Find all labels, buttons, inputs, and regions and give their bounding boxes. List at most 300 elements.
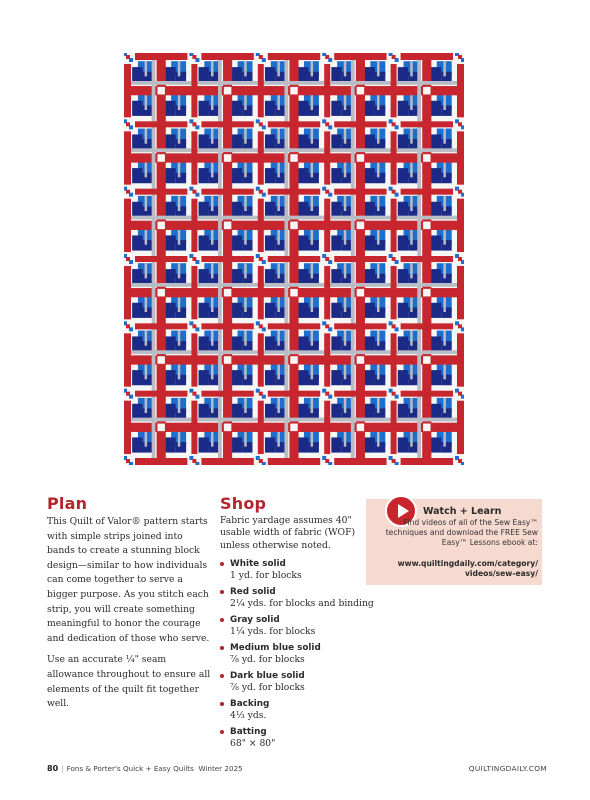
quilt-patch (232, 134, 242, 149)
quilt-patch (178, 61, 180, 76)
quilt-patch (398, 370, 408, 385)
quilt-patch (209, 240, 219, 251)
quilt-patch (244, 432, 246, 447)
quilt-cornerstone (423, 289, 430, 297)
quilt-intersection (259, 55, 263, 59)
quilt-intersection (192, 190, 196, 194)
quilt-strip (394, 418, 460, 422)
quilt-patch (178, 230, 180, 245)
quilt-patch (365, 202, 375, 217)
quilt-patch (211, 263, 213, 278)
quilt-patch (398, 168, 408, 183)
quilt-patch (199, 168, 209, 183)
quilt-patch (145, 230, 147, 245)
quilt-intersection (126, 190, 130, 194)
quilt-patch (408, 442, 418, 453)
quilt-intersection (259, 459, 263, 463)
item-name: Gray solid (230, 614, 280, 625)
quilt-patch (178, 432, 180, 447)
quilt-patch (176, 72, 186, 83)
quilt-patch (298, 269, 308, 284)
quilt-patch (298, 303, 308, 318)
quilt-patch (441, 206, 451, 217)
quilt-patch (443, 196, 445, 211)
quilt-patch (199, 134, 209, 149)
quilt-sashing (128, 189, 460, 195)
quilt-patch (132, 303, 142, 318)
quilt-patch (331, 168, 341, 183)
quilt-patch (265, 404, 275, 419)
quilt-strip (218, 326, 222, 393)
item-name: Medium blue solid (230, 642, 321, 653)
quilt-cornerstone (157, 356, 164, 364)
quilt-patch (408, 341, 418, 352)
quilt-patch (176, 139, 186, 150)
quilt-patch (410, 432, 412, 447)
quilt-patch (311, 364, 313, 379)
quilt-patch (298, 437, 308, 452)
quilt-sashing (128, 391, 460, 397)
quilt-patch (377, 432, 379, 447)
quilt-patch (176, 173, 186, 184)
quilt-cornerstone (157, 424, 164, 432)
quilt-patch (277, 230, 279, 245)
quilt-patch (244, 364, 246, 379)
quilt-patch (178, 129, 180, 144)
quilt-patch (410, 331, 412, 346)
quilt-patch (277, 432, 279, 447)
issue-date: Winter 2025 (198, 764, 243, 773)
quilt-intersection (325, 257, 329, 261)
quilt-patch (375, 442, 385, 453)
quilt-patch (309, 105, 319, 116)
quilt-patch (199, 67, 209, 82)
quilt-patch (143, 442, 153, 453)
quilt-strip (194, 148, 260, 152)
quilt-patch (199, 336, 209, 351)
quilt-cornerstone (290, 356, 297, 364)
quilt-patch (309, 375, 319, 386)
quilt-patch (244, 61, 246, 76)
quilt-patch (441, 173, 451, 184)
item-amount: 1 yd. for blocks (230, 570, 302, 582)
quilt-patch (441, 240, 451, 251)
quilt-strip (128, 418, 194, 422)
quilt-strip (218, 192, 222, 259)
quilt-patch (145, 162, 147, 177)
quilt-patch (178, 196, 180, 211)
quilt-strip (417, 192, 421, 259)
quilt-patch (199, 437, 209, 452)
quilt-strip (327, 283, 393, 287)
quilt-strip (261, 283, 327, 287)
magazine-name: Fons & Porter's Quick + Easy Quilts (66, 764, 194, 773)
quilt-patch (377, 230, 379, 245)
quilt-patch (178, 331, 180, 346)
item-amount: 1¼ yds. for blocks (230, 626, 316, 638)
quilt-patch (244, 95, 246, 110)
quilt-patch (398, 235, 408, 250)
quilt-patch (209, 105, 219, 116)
quilt-patch (309, 72, 319, 83)
quilt-patch (398, 404, 408, 419)
quilt-strip (327, 350, 393, 354)
quilt-patch (311, 230, 313, 245)
quilt-patch (431, 168, 441, 183)
quilt-patch (408, 375, 418, 386)
quilt-patch (232, 336, 242, 351)
quilt-image (124, 53, 464, 465)
quilt-patch (199, 370, 209, 385)
quilt-strip (152, 394, 156, 461)
quilt-patch (342, 173, 352, 184)
quilt-strip (351, 394, 355, 461)
quilt-patch (342, 274, 352, 285)
quilt-patch (408, 408, 418, 419)
quilt-patch (242, 72, 252, 83)
quilt-patch (375, 72, 385, 83)
quilt-patch (441, 72, 451, 83)
quilt-patch (176, 105, 186, 116)
quilt-patch (209, 408, 219, 419)
quilt-patch (410, 162, 412, 177)
quilt-patch (211, 230, 213, 245)
quilt-patch (298, 235, 308, 250)
quilt-patch (209, 72, 219, 83)
quilt-cornerstone (157, 289, 164, 297)
quilt-patch (265, 336, 275, 351)
quilt-patch (441, 442, 451, 453)
quilt-patch (277, 364, 279, 379)
quilt-patch (331, 437, 341, 452)
quilt-patch (244, 129, 246, 144)
quilt-patch (410, 398, 412, 413)
quilt-patch (232, 269, 242, 284)
quilt-strip (261, 350, 327, 354)
quilt-patch (344, 297, 346, 312)
quilt-intersection (392, 392, 396, 396)
quilt-patch (176, 375, 186, 386)
quilt-patch (275, 442, 285, 453)
quilt-patch (244, 398, 246, 413)
quilt-sashing (128, 256, 460, 262)
quilt-patch (165, 269, 175, 284)
quilt-patch (331, 370, 341, 385)
shop-intro: Fabric yardage assumes 40" usable width of fabric (WOF) unless otherwise noted. (220, 515, 356, 551)
plan-paragraph-1: This Quilt of Valor® pattern starts with simple strips joined into bands to create a stunning block design—similar to how individuals can come together to serve a bigger purpose. As you stitch each strip, you will create something meaningful to honor the courage and dedication of those who serve. (47, 516, 210, 644)
site-link[interactable]: QUILTINGDAILY.COM (468, 764, 547, 773)
quilt-patch (242, 105, 252, 116)
quilt-patch (410, 196, 412, 211)
quilt-intersection (392, 55, 396, 59)
quilt-patch (408, 206, 418, 217)
item-amount: ⅞ yd. for blocks (230, 654, 305, 666)
quilt-cornerstone (423, 154, 430, 162)
quilt-patch (398, 67, 408, 82)
quilt-patch (211, 364, 213, 379)
quilt-patch (178, 398, 180, 413)
quilt-patch (344, 95, 346, 110)
quilt-sashing (128, 458, 460, 464)
shop-section (220, 494, 380, 754)
quilt-patch (143, 206, 153, 217)
quilt-patch (242, 375, 252, 386)
quilt-intersection (392, 459, 396, 463)
quilt-patch (199, 202, 209, 217)
quilt-cornerstone (290, 222, 297, 230)
quilt-strip (327, 81, 393, 85)
quilt-patch (132, 202, 142, 217)
quilt-patch (132, 437, 142, 452)
quilt-patch (275, 105, 285, 116)
quilt-patch (232, 235, 242, 250)
quilt-strip (194, 350, 260, 354)
quilt-patch (242, 173, 252, 184)
quilt-patch (244, 331, 246, 346)
quilt-patch (398, 437, 408, 452)
quilt-patch (143, 375, 153, 386)
quilt-patch (408, 139, 418, 150)
quilt-cornerstone (224, 424, 231, 432)
quilt-strip (152, 124, 156, 191)
quilt-patch (441, 105, 451, 116)
quilt-cornerstone (423, 424, 430, 432)
quilt-strip (351, 192, 355, 259)
quilt-cornerstone (357, 154, 364, 162)
shop-heading: Shop (220, 494, 267, 513)
quilt-sashing (128, 323, 460, 329)
quilt-intersection (458, 55, 462, 59)
quilt-patch (377, 331, 379, 346)
quilt-patch (342, 139, 352, 150)
quilt-patch (275, 341, 285, 352)
quilt-strip (284, 192, 288, 259)
quilt-patch (443, 297, 445, 312)
quilt-patch (431, 437, 441, 452)
quilt-patch (232, 437, 242, 452)
quilt-patch (143, 341, 153, 352)
quilt-intersection (126, 122, 130, 126)
quilt-patch (431, 134, 441, 149)
quilt-patch (199, 101, 209, 116)
quilt-patch (377, 398, 379, 413)
watch-title: Watch + Learn (423, 506, 502, 517)
quilt-patch (342, 307, 352, 318)
list-item (220, 670, 380, 695)
quilt-patch (176, 206, 186, 217)
quilt-patch (242, 240, 252, 251)
quilt-patch (242, 442, 252, 453)
quilt-patch (410, 263, 412, 278)
quilt-patch (143, 408, 153, 419)
quilt-patch (344, 129, 346, 144)
quilt-strip (218, 394, 222, 461)
quilt-patch (211, 196, 213, 211)
quilt-patch (211, 398, 213, 413)
quilt-patch (309, 341, 319, 352)
quilt-strip (194, 283, 260, 287)
quilt-patch (311, 61, 313, 76)
quilt-patch (365, 303, 375, 318)
quilt-patch (331, 235, 341, 250)
list-item (220, 642, 380, 667)
quilt-patch (176, 240, 186, 251)
quilt-patch (398, 202, 408, 217)
quilt-patch (209, 341, 219, 352)
quilt-cornerstone (423, 87, 430, 95)
quilt-patch (365, 404, 375, 419)
quilt-sashing (128, 54, 460, 60)
quilt-patch (143, 72, 153, 83)
quilt-patch (242, 307, 252, 318)
quilt-patch (165, 202, 175, 217)
quilt-patch (377, 297, 379, 312)
quilt-cornerstone (290, 87, 297, 95)
quilt-strip (128, 216, 194, 220)
quilt-patch (242, 408, 252, 419)
quilt-strip (394, 283, 460, 287)
quilt-patch (165, 437, 175, 452)
quilt-patch (441, 307, 451, 318)
quilt-patch (377, 263, 379, 278)
quilt-patch (441, 408, 451, 419)
quilt-patch (298, 202, 308, 217)
quilt-patch (165, 134, 175, 149)
quilt-patch (365, 336, 375, 351)
quilt-patch (242, 341, 252, 352)
quilt-patch (275, 375, 285, 386)
quilt-patch (132, 269, 142, 284)
quilt-patch (298, 404, 308, 419)
item-name: Backing (230, 698, 270, 709)
watch-url-link[interactable]: www.quiltingdaily.com/category/ videos/sew-easy/ (397, 559, 538, 579)
quilt-patch (375, 341, 385, 352)
quilt-strip (394, 148, 460, 152)
quilt-patch (209, 307, 219, 318)
quilt-patch (211, 432, 213, 447)
quilt-cornerstone (224, 289, 231, 297)
quilt-patch (275, 206, 285, 217)
quilt-strip (327, 418, 393, 422)
quilt-patch (342, 206, 352, 217)
quilt-strip (351, 57, 355, 124)
quilt-patch (132, 168, 142, 183)
quilt-patch (165, 303, 175, 318)
quilt-intersection (392, 190, 396, 194)
quilt-patch (165, 67, 175, 82)
quilt-patch (143, 173, 153, 184)
quilt-patch (211, 61, 213, 76)
quilt-patch (277, 263, 279, 278)
quilt-patch (265, 437, 275, 452)
quilt-patch (410, 297, 412, 312)
quilt-cornerstone (423, 222, 430, 230)
quilt-patch (232, 101, 242, 116)
quilt-strip (417, 326, 421, 393)
quilt-patch (265, 134, 275, 149)
quilt-patch (443, 162, 445, 177)
quilt-patch (431, 404, 441, 419)
quilt-patch (211, 162, 213, 177)
quilt-patch (277, 297, 279, 312)
quilt-patch (178, 162, 180, 177)
quilt-patch (242, 139, 252, 150)
quilt-patch (408, 240, 418, 251)
quilt-intersection (325, 190, 329, 194)
quilt-strip (284, 326, 288, 393)
quilt-patch (431, 101, 441, 116)
quilt-patch (344, 263, 346, 278)
quilt-strip (417, 394, 421, 461)
quilt-intersection (126, 257, 130, 261)
quilt-patch (311, 297, 313, 312)
quilt-photo (124, 53, 464, 465)
quilt-patch (244, 196, 246, 211)
quilt-patch (443, 364, 445, 379)
quilt-patch (410, 61, 412, 76)
quilt-patch (365, 67, 375, 82)
item-amount: 68" × 80" (230, 738, 276, 750)
quilt-patch (277, 162, 279, 177)
quilt-patch (377, 364, 379, 379)
quilt-patch (311, 263, 313, 278)
quilt-strip (128, 283, 194, 287)
quilt-patch (275, 173, 285, 184)
quilt-patch (143, 274, 153, 285)
quilt-cornerstone (224, 87, 231, 95)
quilt-intersection (192, 392, 196, 396)
quilt-patch (408, 72, 418, 83)
quilt-patch (277, 196, 279, 211)
quilt-cornerstone (290, 424, 297, 432)
quilt-patch (165, 336, 175, 351)
quilt-patch (431, 67, 441, 82)
quilt-cornerstone (224, 356, 231, 364)
quilt-patch (331, 404, 341, 419)
quilt-patch (232, 168, 242, 183)
quilt-strip (284, 394, 288, 461)
quilt-patch (165, 370, 175, 385)
quilt-intersection (392, 122, 396, 126)
quilt-patch (265, 101, 275, 116)
quilt-patch (298, 168, 308, 183)
quilt-patch (331, 101, 341, 116)
quilt-strip (218, 57, 222, 124)
quilt-patch (375, 307, 385, 318)
plan-paragraph-2: Use an accurate ¼" seam allowance throughout to ensure all elements of the quilt fit together well. (47, 654, 211, 710)
quilt-patch (377, 162, 379, 177)
quilt-patch (331, 269, 341, 284)
quilt-patch (375, 240, 385, 251)
quilt-patch (441, 274, 451, 285)
quilt-patch (331, 67, 341, 82)
quilt-patch (365, 134, 375, 149)
quilt-patch (331, 303, 341, 318)
quilt-intersection (325, 55, 329, 59)
quilt-patch (365, 437, 375, 452)
quilt-patch (242, 206, 252, 217)
watch-learn-callout (366, 499, 542, 585)
quilt-patch (342, 72, 352, 83)
quilt-patch (132, 336, 142, 351)
quilt-patch (165, 101, 175, 116)
quilt-patch (441, 375, 451, 386)
quilt-patch (398, 269, 408, 284)
quilt-patch (232, 303, 242, 318)
quilt-patch (275, 408, 285, 419)
quilt-patch (132, 404, 142, 419)
quilt-patch (298, 67, 308, 82)
